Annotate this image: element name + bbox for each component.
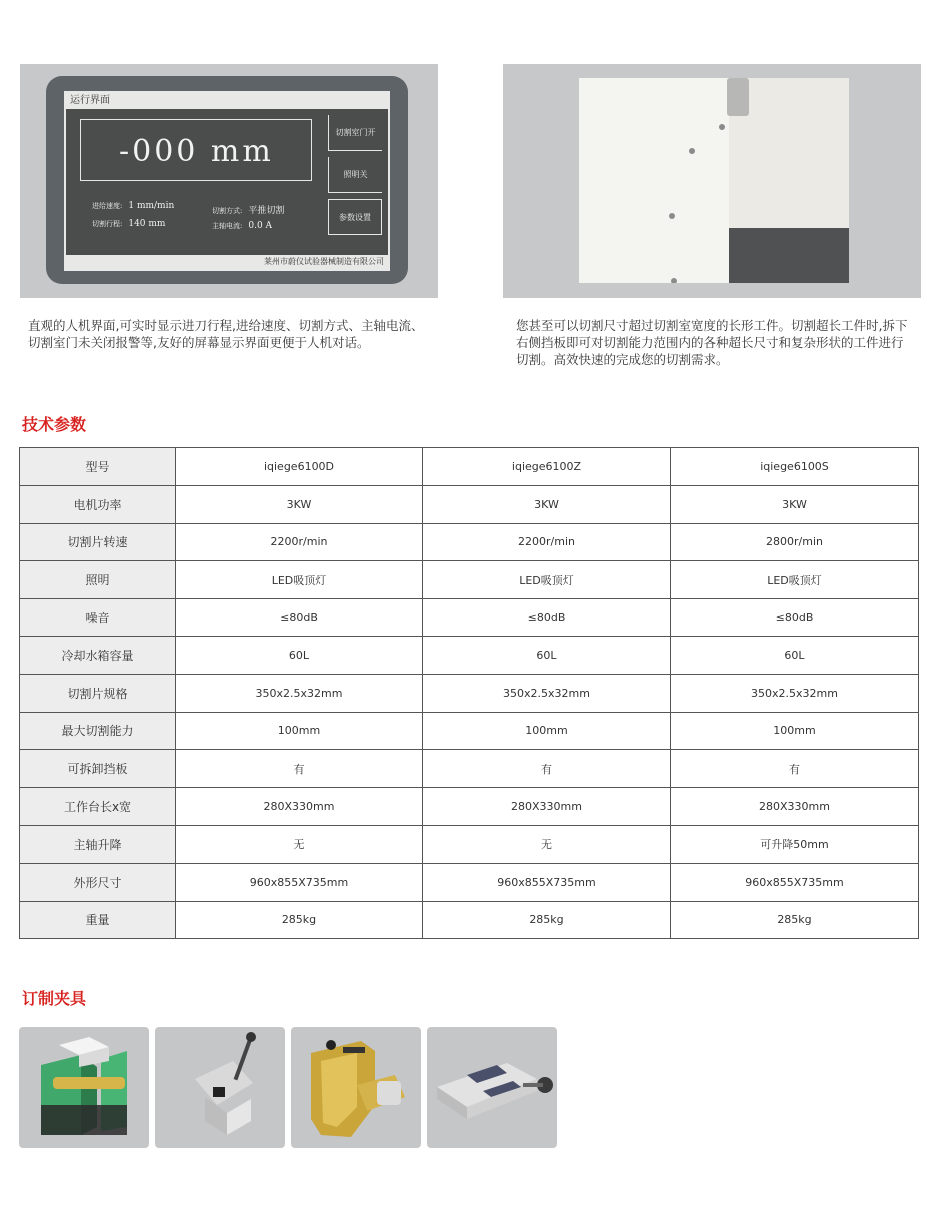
spec-value: ≤80dB: [671, 599, 919, 637]
lcd-cut-mode: [212, 203, 284, 216]
spec-row: [20, 485, 919, 523]
spec-value: 100mm: [671, 712, 919, 750]
spec-label: 切割片转速: [20, 523, 176, 561]
specs-section-title: 技术参数: [22, 415, 87, 434]
spec-value: 有: [423, 750, 671, 788]
cabinet-side-panel: [579, 78, 729, 283]
spec-value: 960x855X735mm: [671, 863, 919, 901]
spec-value: 3KW: [176, 485, 423, 523]
spec-value: 285kg: [671, 901, 919, 939]
lcd-spindle-current: [212, 221, 272, 231]
lcd-cut-stroke: [92, 219, 165, 229]
spec-value: 350x2.5x32mm: [176, 674, 423, 712]
fixture-image-angle-clamp: [155, 1027, 285, 1148]
lcd-screen-title: 运行界面: [66, 93, 388, 109]
lcd-feed-speed: [92, 201, 174, 211]
spec-label: 外形尺寸: [20, 863, 176, 901]
lcd-feed-speed-label: 进给速度:: [92, 202, 123, 210]
fixture-image-brass-clamp: [291, 1027, 421, 1148]
spec-value: iqiege6100D: [176, 448, 423, 486]
latch-hinge: [727, 78, 749, 116]
spec-label: 冷却水箱容量: [20, 636, 176, 674]
spec-row: [20, 788, 919, 826]
lcd-position-display: [80, 119, 312, 181]
spec-row: [20, 448, 919, 486]
spec-value: 2200r/min: [423, 523, 671, 561]
spec-value: 无: [423, 825, 671, 863]
spec-value: 2200r/min: [176, 523, 423, 561]
spec-row: [20, 599, 919, 637]
lcd-cut-stroke-label: 切割行程:: [92, 220, 123, 228]
lcd-door-open-button: 切割室门开: [328, 115, 382, 151]
hmi-screen-photo: [20, 64, 438, 298]
spec-value: 960x855X735mm: [176, 863, 423, 901]
lcd-parameter-settings-button: 参数设置: [328, 199, 382, 235]
spec-row: [20, 750, 919, 788]
spec-row: [20, 863, 919, 901]
spec-value: 350x2.5x32mm: [671, 674, 919, 712]
spec-label: 主轴升降: [20, 825, 176, 863]
lcd-cut-mode-label: 切割方式:: [212, 207, 243, 215]
spec-row: [20, 523, 919, 561]
spec-value: 280X330mm: [423, 788, 671, 826]
lcd-feed-speed-value: 1 mm/min: [128, 201, 175, 211]
panel-screw: [669, 213, 675, 219]
spec-value: 280X330mm: [176, 788, 423, 826]
spec-row: [20, 674, 919, 712]
spec-value: iqiege6100S: [671, 448, 919, 486]
spec-label: 电机功率: [20, 485, 176, 523]
spec-value: 2800r/min: [671, 523, 919, 561]
spec-value: 285kg: [176, 901, 423, 939]
spec-value: LED吸顶灯: [423, 561, 671, 599]
spec-value: 无: [176, 825, 423, 863]
cabinet-door-image: [579, 78, 849, 283]
lcd-cut-stroke-value: 140 mm: [128, 219, 166, 229]
fixture-image-vise-green: [19, 1027, 149, 1148]
spec-label: 照明: [20, 561, 176, 599]
panel-screw: [719, 124, 725, 130]
panel-screw: [689, 148, 695, 154]
spec-value: 60L: [671, 636, 919, 674]
spec-value: ≤80dB: [423, 599, 671, 637]
lcd-cut-mode-value: 平推切割: [248, 206, 285, 216]
spec-value: 100mm: [176, 712, 423, 750]
spec-label: 型号: [20, 448, 176, 486]
spec-value: 可升降50mm: [671, 825, 919, 863]
spec-value: LED吸顶灯: [671, 561, 919, 599]
spec-value: 100mm: [423, 712, 671, 750]
hmi-description: 直观的人机界面,可实时显示进刀行程,进给速度、切割方式、主轴电流、切割室门未关闭报警等,友好的屏幕显示界面更便于人机对话。: [28, 318, 424, 350]
spec-label: 重量: [20, 901, 176, 939]
lcd-screen: [64, 91, 390, 271]
removable-panel-photo: [503, 64, 921, 298]
fixture-image-flat-vise: [427, 1027, 557, 1148]
panel-screw: [671, 278, 677, 283]
spec-label: 最大切割能力: [20, 712, 176, 750]
lcd-spindle-current-label: 主轴电流:: [212, 222, 243, 230]
specs-table: [19, 447, 919, 939]
spec-value: 960x855X735mm: [423, 863, 671, 901]
spec-value: 有: [671, 750, 919, 788]
spec-value: LED吸顶灯: [176, 561, 423, 599]
spec-label: 可拆卸挡板: [20, 750, 176, 788]
spec-value: iqiege6100Z: [423, 448, 671, 486]
spec-value: 60L: [423, 636, 671, 674]
spec-label: 噪音: [20, 599, 176, 637]
spec-row: [20, 712, 919, 750]
cabinet-base-shadow: [729, 228, 849, 283]
spec-value: ≤80dB: [176, 599, 423, 637]
fixtures-section-title: 订制夹具: [22, 989, 87, 1008]
lcd-light-off-button: 照明关: [328, 157, 382, 193]
spec-value: 350x2.5x32mm: [423, 674, 671, 712]
spec-value: 有: [176, 750, 423, 788]
spec-row: [20, 561, 919, 599]
lcd-bezel: [46, 76, 408, 284]
spec-value: 60L: [176, 636, 423, 674]
lcd-spindle-current-value: 0.0 A: [248, 221, 273, 231]
spec-value: 280X330mm: [671, 788, 919, 826]
lcd-company-footer: 莱州市蔚仪试验器械制造有限公司: [66, 255, 388, 269]
spec-label: 切割片规格: [20, 674, 176, 712]
spec-row: [20, 901, 919, 939]
spec-value: 3KW: [423, 485, 671, 523]
spec-value: 285kg: [423, 901, 671, 939]
spec-value: 3KW: [671, 485, 919, 523]
spec-row: [20, 636, 919, 674]
spec-label: 工作台长x宽: [20, 788, 176, 826]
panel-description: 您甚至可以切割尺寸超过切割室宽度的长形工件。切割超长工件时,拆下右侧挡板即可对切割能力范围内的各种超长尺寸和复杂形状的工件进行切割。高效快速的完成您的切割需求。: [516, 318, 908, 367]
spec-row: [20, 825, 919, 863]
lcd-position-value: -000 mm: [119, 134, 274, 169]
